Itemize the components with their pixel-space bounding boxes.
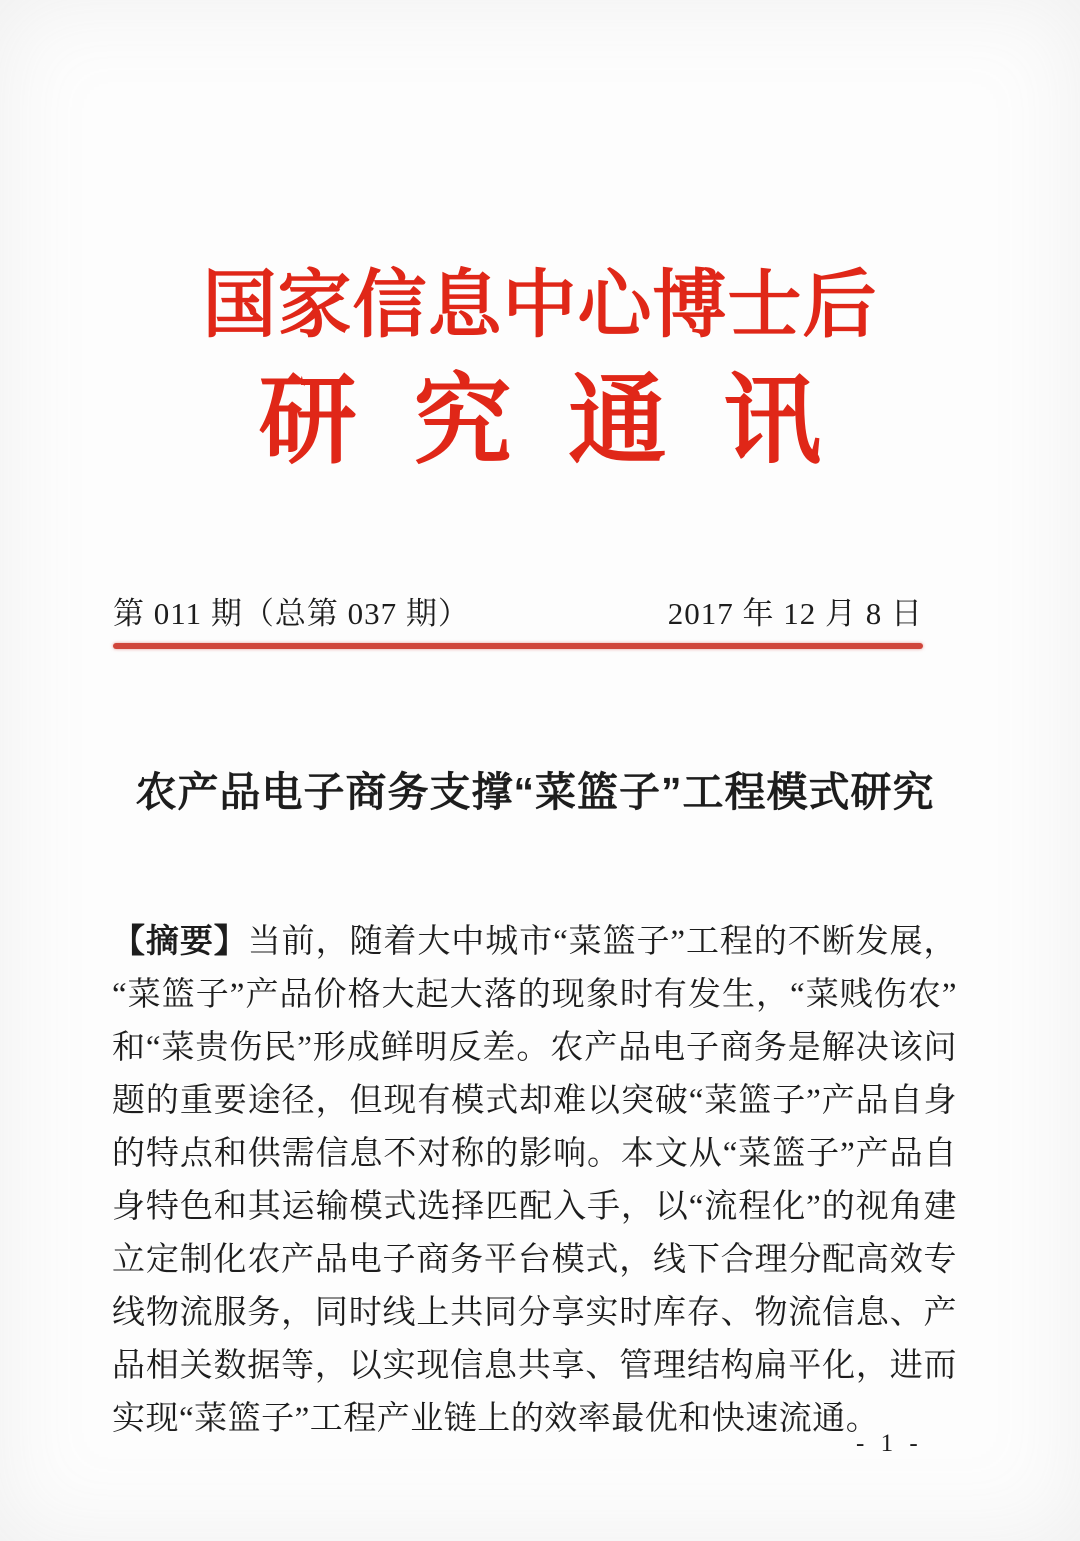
masthead-title-line2: 研究通讯 xyxy=(258,365,879,475)
issue-number: 第 011 期（总第 037 期） xyxy=(113,596,470,631)
issue-bar xyxy=(113,592,923,636)
page-number: - 1 - xyxy=(856,1430,923,1457)
abstract-label: 【摘要】 xyxy=(112,922,248,959)
article-title: 农产品电子商务支撑“菜篮子”工程模式研究 xyxy=(135,769,935,815)
red-divider-rule xyxy=(113,643,923,649)
issue-date: 2017 年 12 月 8 日 xyxy=(667,596,923,631)
abstract-text: 当前，随着大中城市“菜篮子”工程的不断发展，“菜篮子”产品价格大起大落的现象时有发生，“菜贱伤农”和“菜贵伤民”形成鲜明反差。农产品电子商务是解决该问题的重要途径，但现有模式却难以突破“菜篮子”产品自身的特点和供需信息不对称的影响。本文从“菜篮子”产品自身特色和其运输模式选择匹配入手，以“流程化”的视角建立定制化农产品电子商务平台模式，线下合理分配高效专线物流服务，同时线上共同分享实时库存、物流信息、产品相关数据等，以实现信息共享、管理结构扁平化，进而实现“菜篮子”工程产业链上的效率最优和快速流通。 xyxy=(112,924,958,1437)
abstract-paragraph xyxy=(112,914,957,1446)
masthead-title-line1: 国家信息中心博士后 xyxy=(202,263,878,346)
